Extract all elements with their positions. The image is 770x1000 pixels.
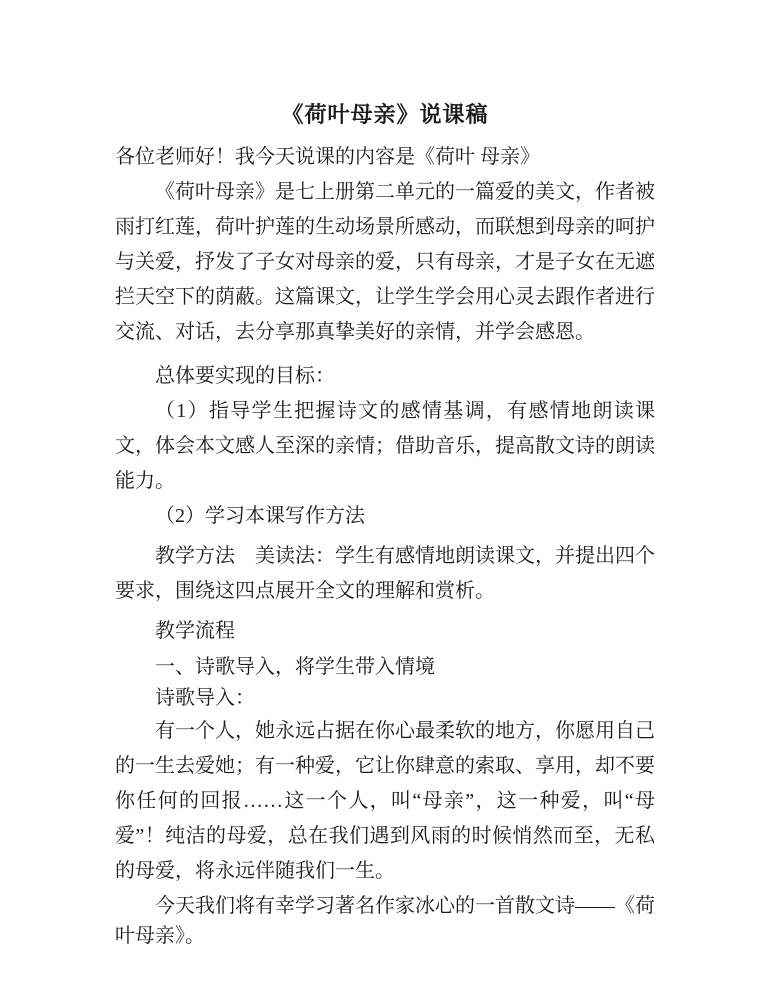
paragraph-8: 一、诗歌导入，将学生带入情境 bbox=[155, 656, 435, 678]
document-body bbox=[115, 140, 655, 951]
paragraph-6: 教学方法 美读法：学生有感情地朗读课文，并提出四个要求，围绕这四点展开全文的理解和赏析。 bbox=[115, 545, 655, 602]
paragraph-4: （1）指导学生把握诗文的感情基调，有感情地朗读课文，体会本文感人至深的亲情；借助音乐，提高散文诗的朗读能力。 bbox=[115, 400, 655, 492]
paragraph-1: 各位老师好！我今天说课的内容是《荷叶 母亲》 bbox=[115, 146, 540, 168]
paragraph-11: 今天我们将有幸学习著名作家冰心的一首散文诗——《荷叶母亲》。 bbox=[115, 895, 655, 947]
paragraph-5: （2）学习本课写作方法 bbox=[155, 505, 365, 527]
document-content bbox=[115, 0, 655, 951]
document-title: 《荷叶母亲》说课稿 bbox=[281, 102, 489, 127]
paragraph-2: 《荷叶母亲》是七上册第二单元的一篇爱的美文，作者被雨打红莲，荷叶护莲的生动场景所感动，而联想到母亲的呵护与关爱，抒发了子女对母亲的爱，只有母亲，才是子女在无遮拦天空下的荫蔽。这篇课文，让学生学会用心灵去跟作者进行交流、对话，去分享那真挚美好的亲情，并学会感恩。 bbox=[115, 181, 655, 343]
paragraph-7: 教学流程 bbox=[155, 620, 235, 642]
paragraph-9: 诗歌导入： bbox=[155, 687, 255, 709]
paragraph-10: 有一个人，她永远占据在你心最柔软的地方，你愿用自己的一生去爱她；有一种爱，它让你肆意的索取、享用，却不要你任何的回报……这一个人，叫“母亲”，这一种爱，叫“母爱”！纯洁的母爱，总在我们遇到风雨的时候悄然而至，无私的母爱，将永远伴随我们一生。 bbox=[115, 720, 655, 882]
paragraph-3: 总体要实现的目标： bbox=[155, 365, 335, 387]
